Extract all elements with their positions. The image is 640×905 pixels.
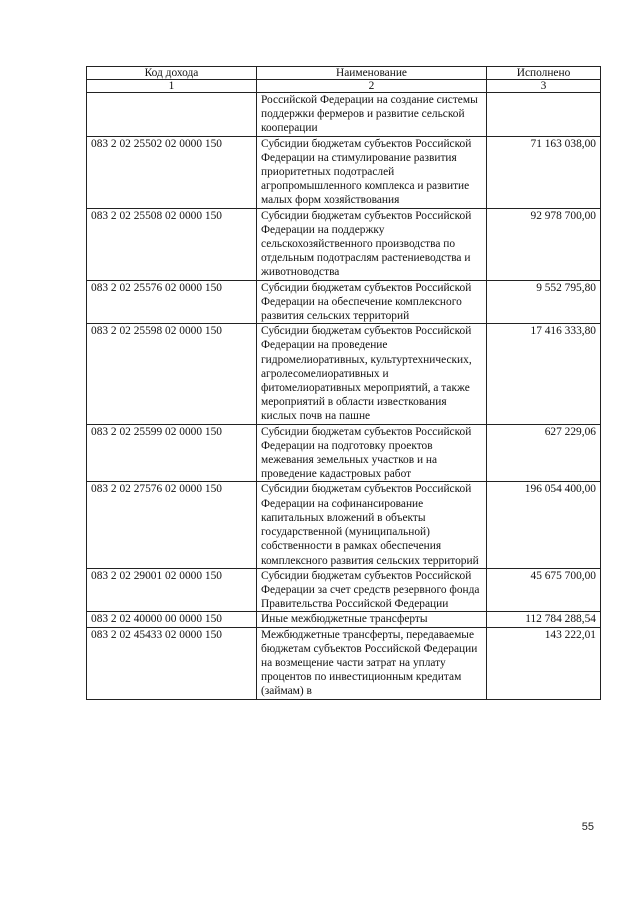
table-row [87,568,601,612]
income-code-cell: 083 2 02 45433 02 0000 150 [87,627,257,699]
column-number-row [87,80,601,93]
income-code-cell: 083 2 02 25599 02 0000 150 [87,424,257,482]
table-row [87,93,601,137]
page-number: 55 [581,821,594,833]
income-code-cell: 083 2 02 25576 02 0000 150 [87,280,257,324]
executed-amount-cell: 17 416 333,80 [487,324,601,424]
column-number-3: 3 [487,80,601,93]
header-amount: Исполнено [487,67,601,80]
income-name-cell: Субсидии бюджетам субъектов Российской Федерации на обеспечение комплексного развития сельских территорий [257,280,487,324]
column-number-2: 2 [257,80,487,93]
column-number-1: 1 [87,80,257,93]
income-name-cell: Субсидии бюджетам субъектов Российской Федерации на проведение гидромелиоративных, культуртехнических, агролесомелиоративных и фитомелиоративных мероприятий, а также мероприятий в области известкования кислых почв на пашне [257,324,487,424]
executed-amount-cell: 112 784 288,54 [487,612,601,627]
income-code-cell: 083 2 02 25508 02 0000 150 [87,208,257,280]
income-name-cell: Субсидии бюджетам субъектов Российской Федерации на подготовку проектов межевания земельных участков и на проведение кадастровых работ [257,424,487,482]
executed-amount-cell: 71 163 038,00 [487,136,601,208]
income-code-cell: 083 2 02 25598 02 0000 150 [87,324,257,424]
income-code-cell: 083 2 02 40000 00 0000 150 [87,612,257,627]
executed-amount-cell: 45 675 700,00 [487,568,601,612]
income-name-cell: Иные межбюджетные трансферты [257,612,487,627]
income-code-cell: 083 2 02 29001 02 0000 150 [87,568,257,612]
header-name: Наименование [257,67,487,80]
executed-amount-cell: 92 978 700,00 [487,208,601,280]
executed-amount-cell [487,93,601,137]
table-row [87,324,601,424]
table-row [87,612,601,627]
table-row [87,627,601,699]
table-row [87,208,601,280]
executed-amount-cell: 143 222,01 [487,627,601,699]
income-name-cell: Субсидии бюджетам субъектов Российской Федерации на стимулирование развития приоритетных подотраслей агропромышленного комплекса и развитие малых форм хозяйствования [257,136,487,208]
income-name-cell: Субсидии бюджетам субъектов Российской Федерации на софинансирование капитальных вложений в объекты государственной (муниципальной) собственности в рамках обеспечения комплексного развития сельских территорий [257,482,487,568]
header-code: Код дохода [87,67,257,80]
income-name-cell: Субсидии бюджетам субъектов Российской Федерации на поддержку сельскохозяйственного производства по отдельным подотраслям растениеводства и животноводства [257,208,487,280]
executed-amount-cell: 196 054 400,00 [487,482,601,568]
income-code-cell: 083 2 02 27576 02 0000 150 [87,482,257,568]
revenue-table [86,66,601,700]
executed-amount-cell: 9 552 795,80 [487,280,601,324]
table-row [87,424,601,482]
table-body [87,93,601,700]
header-row [87,67,601,80]
table-row [87,136,601,208]
executed-amount-cell: 627 229,06 [487,424,601,482]
income-code-cell [87,93,257,137]
table-header [87,67,601,93]
income-name-cell: Межбюджетные трансферты, передаваемые бюджетам субъектов Российской Федерации на возмещение части затрат на уплату процентов по инвестиционным кредитам (займам) в [257,627,487,699]
income-name-cell: Субсидии бюджетам субъектов Российской Федерации за счет средств резервного фонда Правительства Российской Федерации [257,568,487,612]
income-code-cell: 083 2 02 25502 02 0000 150 [87,136,257,208]
table-row [87,482,601,568]
table-row [87,280,601,324]
income-name-cell: Российской Федерации на создание системы поддержки фермеров и развитие сельской кооперации [257,93,487,137]
